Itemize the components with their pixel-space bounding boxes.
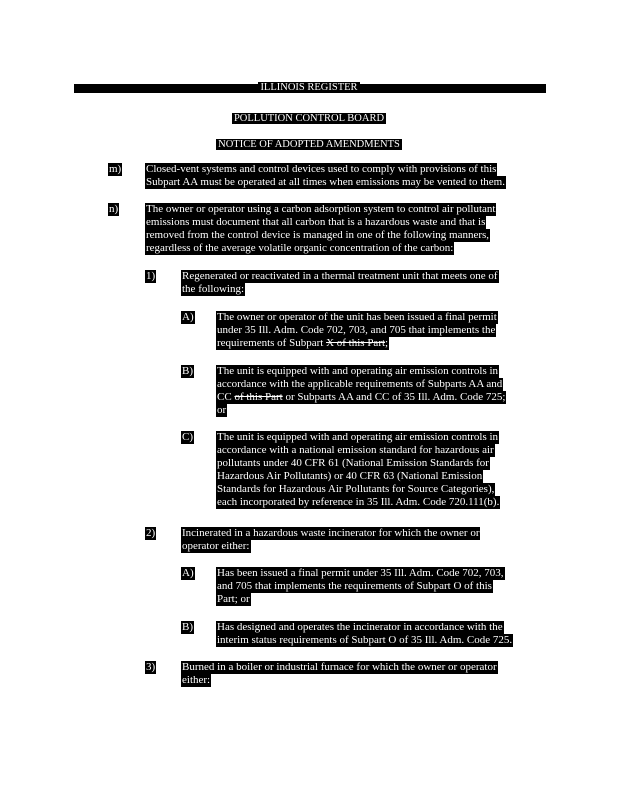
deleted-text: of this Part — [234, 391, 283, 403]
item-n2-line: operator either: — [182, 540, 250, 552]
notice-title: NOTICE OF ADOPTED AMENDMENTS — [218, 139, 400, 150]
item-n2B-line: interim status requirements of Subpart O of 35 Ill. Adm. Code 725. — [217, 634, 513, 646]
register-title: ILLINOIS REGISTER — [260, 82, 358, 93]
item-n1A-label: A) — [182, 311, 194, 323]
item-n1C-line: pollutants under 40 CFR 61 (National Emission Standards for — [217, 457, 489, 469]
item-m-line: Subpart AA must be operated at all times when emissions may be vented to them. — [146, 176, 505, 188]
item-n1B-line: accordance with the applicable requirements of Subparts AA and — [217, 378, 503, 390]
item-n2-text — [181, 527, 480, 553]
item-n-line: removed from the control device is managed in one of the following manners, — [146, 229, 490, 241]
item-n1C-line: The unit is equipped with and operating air emission controls in — [217, 431, 499, 443]
item-n1C-label: C) — [182, 431, 193, 443]
item-n3-text — [181, 661, 498, 687]
item-n2A-text — [216, 567, 505, 606]
item-n1C-line: accordance with a national emission standard for hazardous air — [217, 444, 494, 456]
item-n1C-line: Standards for Hazardous Air Pollutants for Source Categories), — [217, 483, 495, 495]
item-n1A-text — [216, 311, 498, 350]
item-n1A-line: requirements of Subpart X of this Part; — [217, 337, 389, 349]
item-n2B-label: B) — [182, 621, 193, 633]
board-title: POLLUTION CONTROL BOARD — [233, 113, 385, 124]
item-n1C-line: Hazardous Air Pollutants) or 40 CFR 63 (National Emission — [217, 470, 483, 482]
item-n1B-line: or — [217, 404, 227, 416]
item-n-text — [145, 203, 496, 255]
item-n1B-line: The unit is equipped with and operating air emission controls in — [217, 365, 499, 377]
item-n1A-line: under 35 Ill. Adm. Code 702, 703, and 705 that implements the — [217, 324, 496, 336]
item-n3-label: 3) — [146, 661, 156, 673]
item-n-line: emissions must document that all carbon that is a hazardous waste and that is — [146, 216, 486, 228]
item-m-text — [145, 163, 506, 189]
item-n2B-text — [216, 621, 513, 647]
item-n1A-line: The owner or operator of the unit has been issued a final permit — [217, 311, 497, 323]
item-n2B-line: Has designed and operates the incinerator in accordance with the — [217, 621, 503, 633]
item-n-line: The owner or operator using a carbon adsorption system to control air pollutant — [146, 203, 496, 215]
item-n3-line: Burned in a boiler or industrial furnace for which the owner or operator — [182, 661, 497, 673]
item-n1-line: Regenerated or reactivated in a thermal treatment unit that meets one of — [182, 270, 498, 282]
item-n2-label: 2) — [146, 527, 156, 539]
item-n3-line: either: — [182, 674, 211, 686]
item-n2-line: Incinerated in a hazardous waste incinerator for which the owner or — [182, 527, 480, 539]
item-m-label: m) — [109, 163, 122, 175]
item-n2A-line: and 705 that implements the requirements of Subpart O of this — [217, 580, 492, 592]
item-n1-label: 1) — [146, 270, 156, 282]
item-n1B-text — [216, 365, 506, 417]
item-n-line: regardless of the average volatile organic concentration of the carbon: — [146, 242, 454, 254]
item-n1-line: the following: — [182, 283, 245, 295]
item-n1C-line: each incorporated by reference in 35 Ill. Adm. Code 720.111(b). — [217, 496, 500, 508]
item-n1B-line: CC of this Part or Subparts AA and CC of 35 Ill. Adm. Code 725; — [217, 391, 506, 403]
item-m-line: Closed-vent systems and control devices used to comply with provisions of this — [146, 163, 497, 175]
item-n1C-text — [216, 431, 500, 509]
item-n2A-line: Part; or — [217, 593, 250, 605]
item-n2A-label: A) — [182, 567, 194, 579]
item-n1B-label: B) — [182, 365, 193, 377]
item-n2A-line: Has been issued a final permit under 35 Ill. Adm. Code 702, 703, — [217, 567, 504, 579]
item-n-label: n) — [109, 203, 119, 215]
deleted-text: X of this Part — [326, 337, 386, 349]
item-n1-text — [181, 270, 499, 296]
